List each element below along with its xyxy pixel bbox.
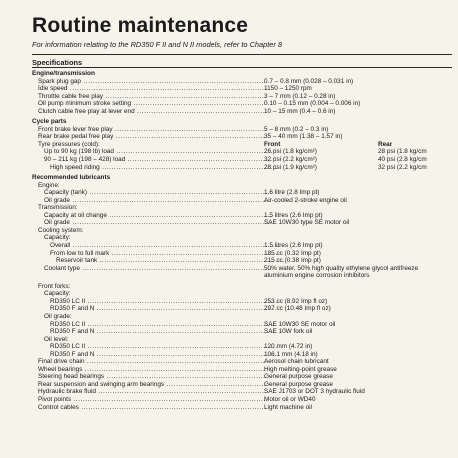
spec-label: Oil grade ..... (32, 219, 272, 227)
divider-top (32, 54, 452, 55)
spec-row (32, 351, 458, 359)
spec-row (32, 305, 458, 313)
spec-value: 50% water, 50% high quality ethylene glycol antifreeze (264, 264, 419, 272)
column-header-front: Front (264, 140, 281, 148)
spec-label: RD350 LC II ..... (32, 321, 278, 329)
section-heading (32, 118, 458, 126)
spec-label: Oil grade ..... (32, 197, 272, 205)
spec-label: Pivot points ..... (32, 396, 266, 404)
spec-row (32, 265, 458, 273)
spec-row (32, 381, 458, 389)
spec-row (32, 242, 458, 250)
spec-value: 5 – 8 mm (0.2 – 0.3 in) (264, 125, 329, 133)
spec-value: Aerosol chain lubricant (264, 358, 329, 366)
spec-label: Reservoir tank ..... (32, 257, 284, 265)
spec-value: General purpose grease (264, 380, 333, 388)
section-heading (32, 70, 458, 78)
spec-row (32, 189, 458, 197)
spec-label: High speed riding ..... (32, 164, 278, 172)
spec-label: RD350 F and N ..... (32, 328, 278, 336)
spec-label: Engine: (38, 181, 60, 189)
spec-row (32, 85, 458, 93)
spec-label: Capacity: (44, 290, 71, 298)
spec-row (32, 164, 458, 172)
spec-value: Light machine oil (264, 403, 312, 411)
spec-label: Rear suspension and swinging arm bearings ..... (32, 381, 266, 389)
spec-value: 35 – 40 mm (1.38 – 1.57 in) (264, 133, 343, 141)
spec-value: SAE 10W30 type SE motor oil (264, 219, 350, 227)
spec-row (32, 212, 458, 220)
spec-row (32, 257, 458, 265)
spec-row (32, 227, 458, 235)
spec-value: 0.7 – 0.8 mm (0.028 – 0.031 in) (264, 77, 354, 85)
specifications-heading: Specifications (32, 58, 83, 67)
spec-label: RD350 F and N ..... (32, 305, 278, 313)
spec-value: 0.10 – 0.15 mm (0.004 – 0.006 in) (264, 100, 361, 108)
spec-label: Spark plug gap ..... (32, 78, 266, 86)
spec-value: SAE J1703 or DOT 3 hydraulic fluid (264, 388, 365, 396)
spec-row (32, 182, 458, 190)
spec-value: aluminium engine corrosion inhibitors (264, 272, 370, 280)
spec-value: Air-cooled 2-stroke engine oil (264, 196, 347, 204)
spec-row (32, 388, 458, 396)
spec-row (32, 373, 458, 381)
spec-row (32, 133, 458, 141)
spec-value: 120 mm (4.72 in) (264, 343, 313, 351)
spec-label: Overall ..... (32, 242, 278, 250)
spec-label: Rear brake pedal free play ..... (32, 133, 266, 141)
specifications-table (32, 70, 458, 411)
divider-bottom (32, 67, 452, 68)
spec-row (32, 336, 458, 344)
spec-label: Capacity: (44, 234, 71, 242)
spec-value-rear: 40 psi (2.8 kg/cm (378, 156, 427, 164)
spec-label: Capacity (tank) ..... (32, 189, 272, 197)
spec-value: 1150 – 1250 rpm (264, 85, 312, 93)
spec-row (32, 250, 458, 258)
spec-label: Oil level: (44, 335, 69, 343)
spec-row (32, 321, 458, 329)
spec-label: Front forks: (38, 282, 71, 290)
spec-row (32, 404, 458, 412)
spec-value: 10 – 15 mm (0.4 – 0.6 in) (264, 107, 336, 115)
spec-value: 106.1 mm (4.18 in) (264, 350, 318, 358)
spec-row (32, 126, 458, 134)
spec-label: Oil grade: (44, 312, 72, 320)
spec-row (32, 272, 458, 280)
spec-label: Oil pump minimum stroke setting ..... (32, 100, 266, 108)
spec-row (32, 100, 458, 108)
spec-value: 1.5 litres (2.6 Imp pt) (264, 242, 323, 250)
spec-row (32, 204, 458, 212)
spec-label: Cooling system: (38, 226, 84, 234)
spec-value: 185 cc (0.32 Imp pt) (264, 249, 321, 257)
spec-value-rear: 28 psi (1.8 kg/cm (378, 148, 427, 156)
spec-value: 28 psi (1.9 kg/cm²) (264, 163, 317, 171)
spec-row (32, 93, 458, 101)
spec-label: RD350 LC II ..... (32, 298, 278, 306)
spec-row (32, 234, 458, 242)
spec-value: 3 – 7 mm (0.12 – 0.28 in) (264, 92, 336, 100)
spec-row (32, 396, 458, 404)
spec-label: 90 – 211 kg (198 – 428) load ..... (32, 156, 272, 164)
spec-value: General purpose grease (264, 373, 333, 381)
spec-row (32, 197, 458, 205)
spec-row (32, 148, 458, 156)
spec-row (32, 141, 458, 149)
spec-row (32, 343, 458, 351)
spec-label: Idle speed ..... (32, 85, 266, 93)
spec-value: High melting-point grease (264, 365, 337, 373)
spec-label: Up to 90 kg (198 lb) load ..... (32, 148, 272, 156)
spec-row (32, 313, 458, 321)
spec-row (32, 366, 458, 374)
spec-label: Coolant type ..... (32, 265, 272, 273)
spec-value: 26 psi (1.8 kg/cm²) (264, 148, 317, 156)
spec-value: 215 cc (0.38 Imp pt) (264, 257, 321, 265)
spec-value: 297 cc (10.48 Imp fl oz) (264, 305, 331, 313)
spec-value: 1.6 litre (2.8 Imp pt) (264, 189, 320, 197)
spec-label: Front brake lever free play ..... (32, 126, 266, 134)
section-heading-label: Engine/transmission (32, 70, 95, 77)
spec-label: Hydraulic brake fluid ..... (32, 388, 266, 396)
spec-value-rear: 32 psi (2.2 kg/cm (378, 163, 427, 171)
spec-row (32, 298, 458, 306)
page-title: Routine maintenance (32, 14, 249, 37)
spec-row (32, 328, 458, 336)
spec-label: Control cables ..... (32, 404, 266, 412)
spec-label: Clutch cable free play at lever end ..... (32, 108, 266, 116)
spec-label: Wheel bearings ..... (32, 366, 266, 374)
spec-label: RD350 F and N ..... (32, 351, 278, 359)
spec-row (32, 108, 458, 116)
spec-value: 1.5 litres (2.6 Imp pt) (264, 211, 323, 219)
spec-label: Capacity at oil change ..... (32, 212, 272, 220)
spec-value: SAE 10W fork oil (264, 328, 313, 336)
section-heading (32, 174, 458, 182)
spec-value: 253 cc (8.92 Imp fl oz) (264, 297, 328, 305)
section-heading-label: Cycle parts (32, 118, 67, 126)
spec-label: Steering head bearings ..... (32, 373, 266, 381)
spec-value: Motor oil or WD40 (264, 395, 316, 403)
spec-row (32, 283, 458, 291)
spec-row (32, 219, 458, 227)
spec-label: Transmission: (38, 204, 78, 212)
spec-row (32, 156, 458, 164)
section-heading-label: Recommended lubricants (32, 174, 111, 182)
spec-value: 32 psi (2.2 kg/cm²) (264, 156, 317, 164)
spec-row (32, 78, 458, 86)
spec-label: Throttle cable free play ..... (32, 93, 266, 101)
spec-label: Tyre pressures (cold): (38, 140, 100, 148)
spec-row (32, 358, 458, 366)
column-header-rear: Rear (378, 140, 393, 148)
spec-label: RD350 LC II ..... (32, 343, 278, 351)
spec-row (32, 290, 458, 298)
spec-label: From low to full mark ..... (32, 250, 278, 258)
page-subtitle: For information relating to the RD350 F II and N II models, refer to Chapter 8 (32, 40, 283, 49)
spec-label: Final drive chain ..... (32, 358, 266, 366)
spec-value: SAE 10W30 SE motor oil (264, 320, 336, 328)
